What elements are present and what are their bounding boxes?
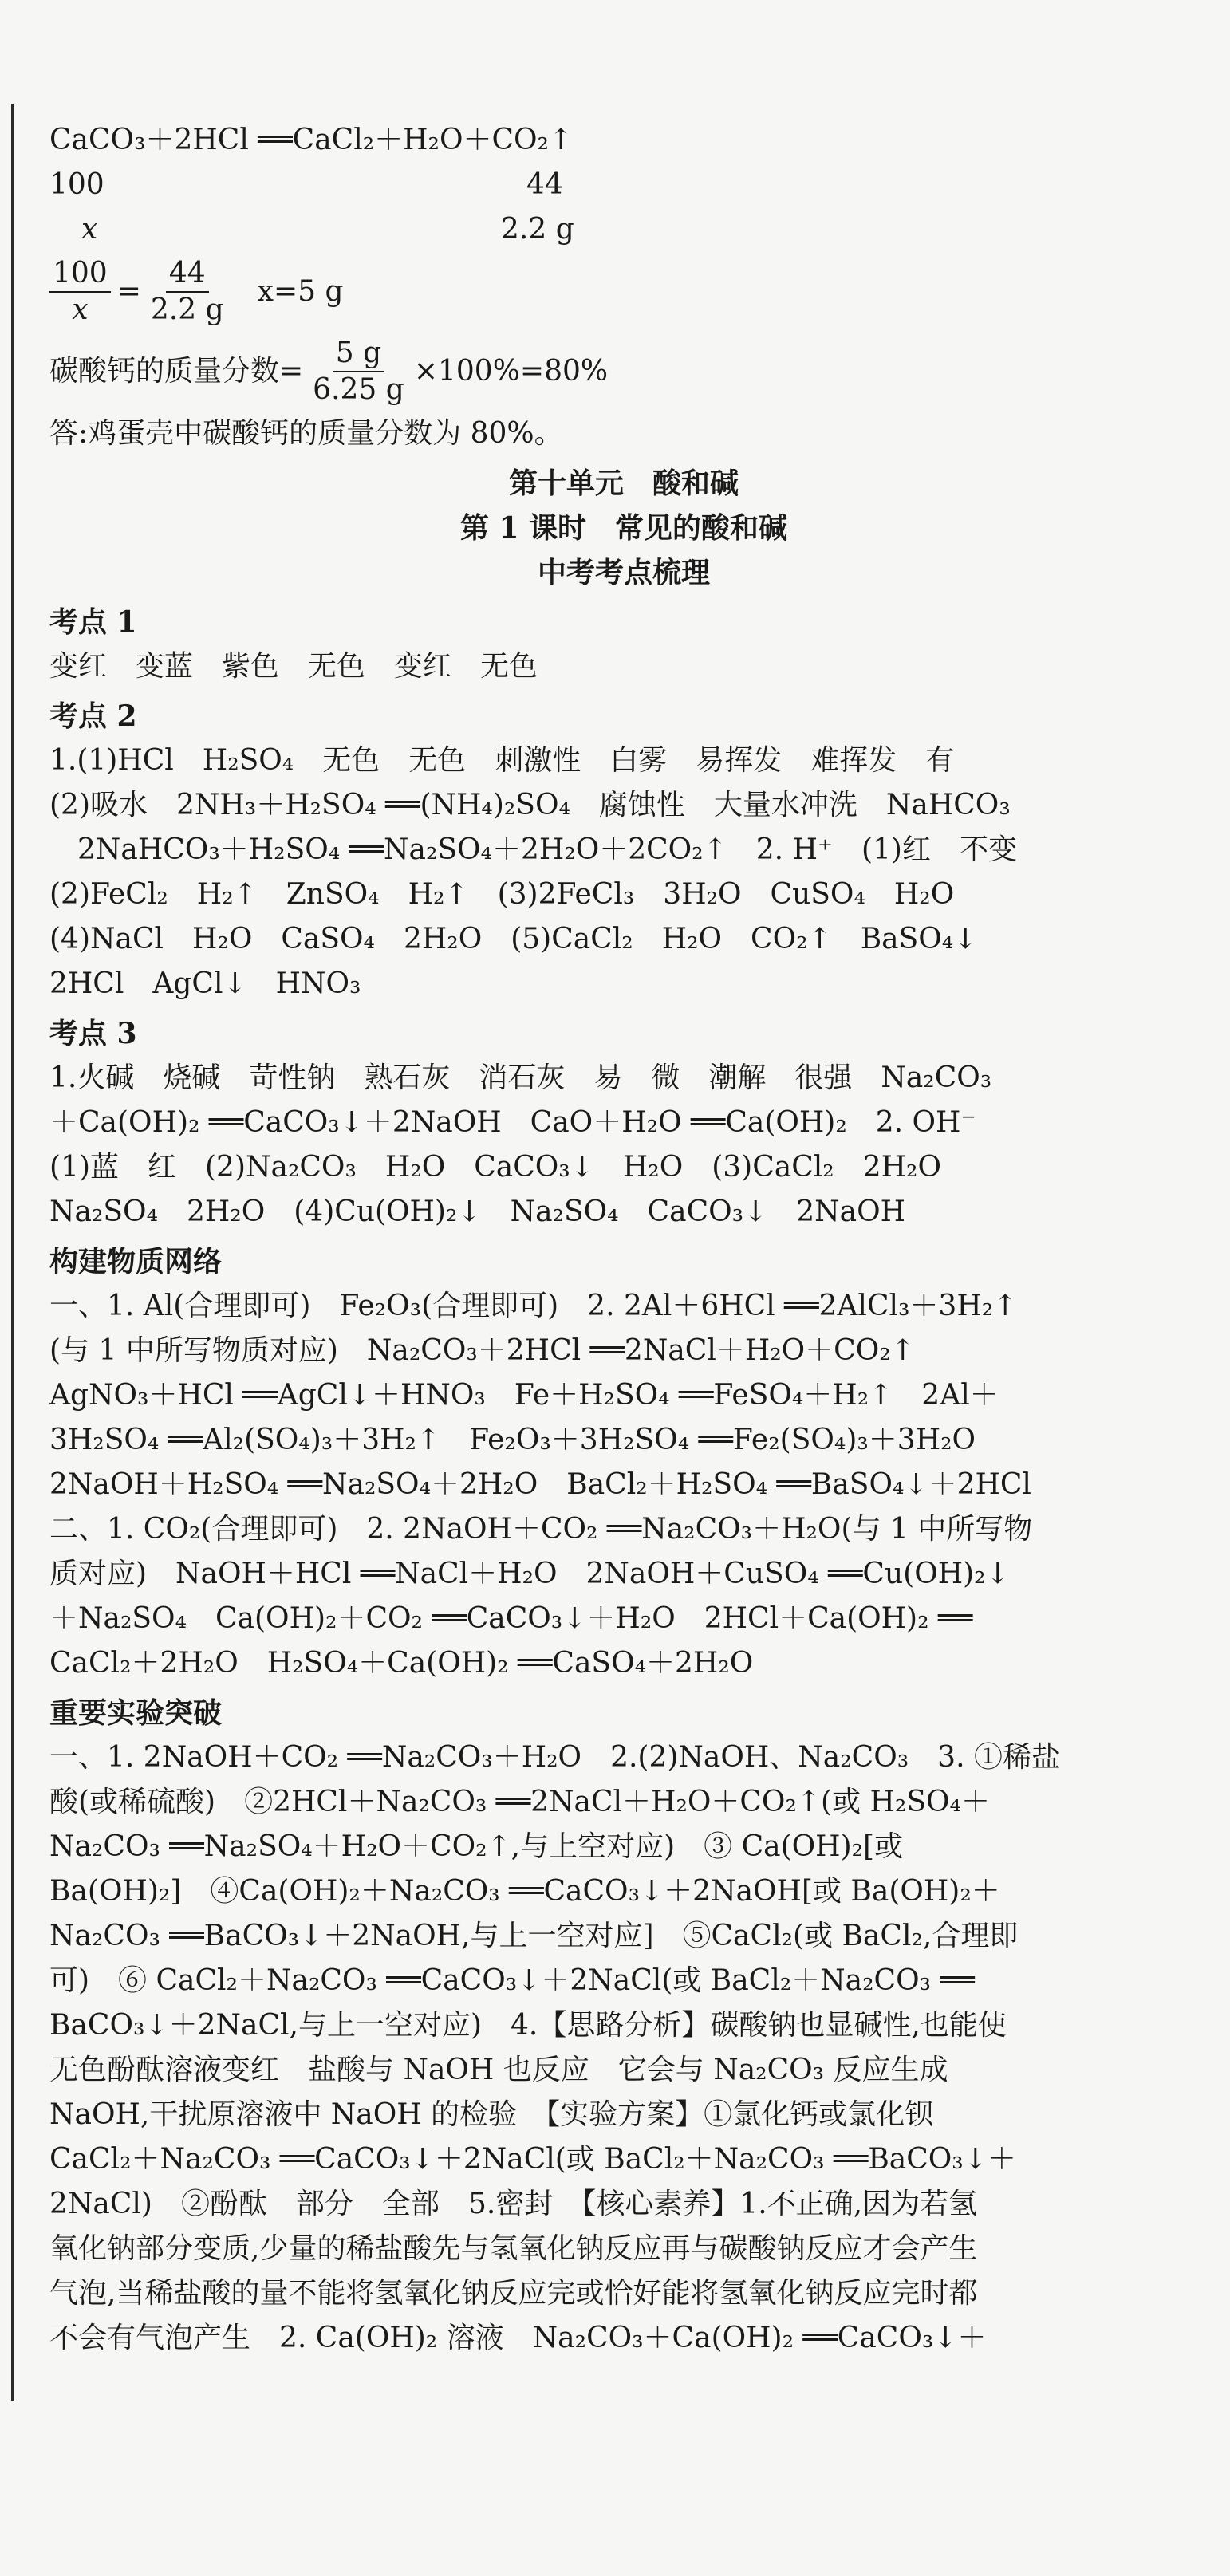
network-line: 3H₂SO₄ ══Al₂(SO₄)₃＋3H₂↑ Fe₂O₃＋3H₂SO₄ ══Fe₂(SO₄)₃＋3H₂O bbox=[49, 1424, 976, 1456]
kaodian-2-line: (2)FeCl₂ H₂↑ ZnSO₄ H₂↑ (3)2FeCl₃ 3H₂O CuSO₄ H₂O bbox=[49, 878, 955, 911]
kaodian-2-line: 2NaHCO₃＋H₂SO₄ ══Na₂SO₄＋2H₂O＋2CO₂↑ 2. H⁺ (1)红 不变 bbox=[77, 833, 1017, 866]
kaodian-3-line: ＋Ca(OH)₂ ══CaCO₃↓＋2NaOH CaO＋H₂O ══Ca(OH)₂ 2. OH⁻ bbox=[49, 1106, 976, 1139]
experiment-line: CaCl₂＋Na₂CO₃ ══CaCO₃↓＋2NaCl(或 BaCl₂＋Na₂CO₃ ══BaCO₃↓＋ bbox=[49, 2143, 1016, 2176]
kaodian-2-line: 2HCl AgCl↓ HNO₃ bbox=[49, 967, 361, 1000]
ratio-value-100: 100 bbox=[49, 168, 104, 201]
fraction-numerator: 44 bbox=[166, 256, 209, 293]
kaodian-3-line: Na₂SO₄ 2H₂O (4)Cu(OH)₂↓ Na₂SO₄ CaCO₃↓ 2NaOH bbox=[49, 1195, 906, 1228]
ratio-row-1 bbox=[49, 163, 1198, 207]
kaodian-3-line: 1.火碱 烧碱 苛性钠 熟石灰 消石灰 易 微 潮解 很强 Na₂CO₃ bbox=[49, 1062, 992, 1094]
kaodian-1-line: 变红 变蓝 紫色 无色 变红 无色 bbox=[49, 650, 538, 683]
network-line: CaCl₂＋2H₂O H₂SO₄＋Ca(OH)₂ ══CaSO₄＋2H₂O bbox=[49, 1647, 754, 1680]
experiment-line: 一、1. 2NaOH＋CO₂ ══Na₂CO₃＋H₂O 2.(2)NaOH、Na₂CO₃ 3. ①稀盐 bbox=[49, 1741, 1060, 1774]
kaodian-2-title: 考点 2 bbox=[49, 699, 137, 733]
experiment-title: 重要实验突破 bbox=[49, 1696, 223, 1730]
lesson-title: 第 1 课时 常见的酸和碱 bbox=[459, 511, 788, 545]
ratio-value-44: 44 bbox=[526, 168, 563, 201]
network-line: 二、1. CO₂(合理即可) 2. 2NaOH＋CO₂ ══Na₂CO₃＋H₂O(与 1 中所写物 bbox=[49, 1513, 1033, 1546]
kaodian-1-title: 考点 1 bbox=[49, 605, 137, 639]
fraction-numerator: 5 g bbox=[333, 336, 384, 372]
ratio-row-2 bbox=[49, 207, 1198, 252]
experiment-line: Na₂CO₃ ══Na₂SO₄＋H₂O＋CO₂↑,与上空对应) ③ Ca(OH)₂[或 bbox=[49, 1830, 904, 1863]
equals-sign: = bbox=[116, 275, 141, 308]
fraction-denominator: x bbox=[72, 293, 89, 326]
kaodian-3-title: 考点 3 bbox=[49, 1017, 137, 1050]
mass-fraction-line bbox=[49, 332, 1198, 412]
proportion-line bbox=[49, 252, 1198, 332]
experiment-line: 气泡,当稀盐酸的量不能将氢氧化钠反应完或恰好能将氢氧化钠反应完时都 bbox=[49, 2277, 978, 2310]
document-body bbox=[49, 118, 1198, 2361]
experiment-line: 可) ⑥ CaCl₂＋Na₂CO₃ ══CaCO₃↓＋2NaCl(或 BaCl₂＋Na₂CO₃ ══ bbox=[49, 1964, 975, 1997]
network-line: ＋Na₂SO₄ Ca(OH)₂＋CO₂ ══CaCO₃↓＋H₂O 2HCl＋Ca(OH)₂ ══ bbox=[49, 1602, 973, 1635]
fraction-denominator: 6.25 g bbox=[313, 373, 404, 406]
experiment-line: Ba(OH)₂] ④Ca(OH)₂＋Na₂CO₃ ══CaCO₃↓＋2NaOH[或 Ba(OH)₂＋ bbox=[49, 1875, 1000, 1908]
kaodian-2-line: 1.(1)HCl H₂SO₄ 无色 无色 刺激性 白雾 易挥发 难挥发 有 bbox=[49, 744, 955, 777]
network-line: 一、1. Al(合理即可) Fe₂O₃(合理即可) 2. 2Al＋6HCl ══2AlCl₃＋3H₂↑ bbox=[49, 1290, 1018, 1322]
experiment-line: 酸(或稀硫酸) ②2HCl＋Na₂CO₃ ══2NaCl＋H₂O＋CO₂↑(或 H₂SO₄＋ bbox=[49, 1786, 990, 1818]
network-title: 构建物质网络 bbox=[49, 1245, 223, 1278]
experiment-line: 无色酚酞溶液变红 盐酸与 NaOH 也反应 它会与 Na₂CO₃ 反应生成 bbox=[49, 2054, 948, 2086]
experiment-line: 2NaCl) ②酚酞 部分 全部 5.密封 【核心素养】1.不正确,因为若氢 bbox=[49, 2188, 978, 2220]
experiment-line: 氧化钠部分变质,少量的稀盐酸先与氢氧化钠反应再与碳酸钠反应才会产生 bbox=[49, 2232, 978, 2265]
network-line: 2NaOH＋H₂SO₄ ══Na₂SO₄＋2H₂O BaCl₂＋H₂SO₄ ══BaSO₄↓＋2HCl bbox=[49, 1468, 1031, 1501]
mass-fraction-result: ×100%=80% bbox=[413, 355, 609, 388]
network-line: (与 1 中所写物质对应) Na₂CO₃＋2HCl ══2NaCl＋H₂O＋CO₂↑ bbox=[49, 1334, 915, 1367]
ratio-value-2-2g: 2.2 g bbox=[501, 213, 574, 246]
network-line: 质对应) NaOH＋HCl ══NaCl＋H₂O 2NaOH＋CuSO₄ ══Cu(OH)₂↓ bbox=[49, 1558, 1010, 1590]
experiment-line: 不会有气泡产生 2. Ca(OH)₂ 溶液 Na₂CO₃＋Ca(OH)₂ ══CaCO₃↓＋ bbox=[49, 2322, 987, 2354]
experiment-line: BaCO₃↓＋2NaCl,与上一空对应) 4.【思路分析】碳酸钠也显碱性,也能使 bbox=[49, 2009, 1007, 2042]
unit-title: 第十单元 酸和碱 bbox=[508, 467, 739, 500]
fraction-numerator: 100 bbox=[49, 256, 111, 293]
answer-line: 答:鸡蛋壳中碳酸钙的质量分数为 80%。 bbox=[49, 417, 563, 450]
fraction-5g-over-6-25g bbox=[309, 336, 408, 408]
fraction-44-over-2-2g bbox=[148, 256, 227, 328]
mass-fraction-label: 碳酸钙的质量分数= bbox=[49, 355, 304, 388]
kaodian-2-line: (4)NaCl H₂O CaSO₄ 2H₂O (5)CaCl₂ H₂O CO₂↑ BaSO₄↓ bbox=[49, 923, 978, 955]
experiment-line: Na₂CO₃ ══BaCO₃↓＋2NaOH,与上一空对应] ⑤CaCl₂(或 BaCl₂,合理即 bbox=[49, 1920, 1019, 1952]
section-title: 中考考点梳理 bbox=[537, 556, 710, 589]
equation-line: CaCO₃＋2HCl ══CaCl₂＋H₂O＋CO₂↑ bbox=[49, 124, 574, 156]
network-line: AgNO₃＋HCl ══AgCl↓＋HNO₃ Fe＋H₂SO₄ ══FeSO₄＋H₂↑ 2Al＋ bbox=[49, 1379, 999, 1412]
margin-rule bbox=[11, 104, 14, 2401]
experiment-line: NaOH,干扰原溶液中 NaOH 的检验 【实验方案】①氯化钙或氯化钡 bbox=[49, 2098, 934, 2131]
fraction-denominator: 2.2 g bbox=[150, 293, 224, 326]
fraction-100-over-x bbox=[49, 256, 111, 328]
kaodian-2-line: (2)吸水 2NH₃＋H₂SO₄ ══(NH₄)₂SO₄ 腐蚀性 大量水冲洗 NaHCO₃ bbox=[49, 789, 1011, 821]
ratio-value-x: x bbox=[81, 213, 98, 246]
result-x: x=5 g bbox=[257, 275, 344, 308]
kaodian-3-line: (1)蓝 红 (2)Na₂CO₃ H₂O CaCO₃↓ H₂O (3)CaCl₂ 2H₂O bbox=[49, 1151, 941, 1184]
